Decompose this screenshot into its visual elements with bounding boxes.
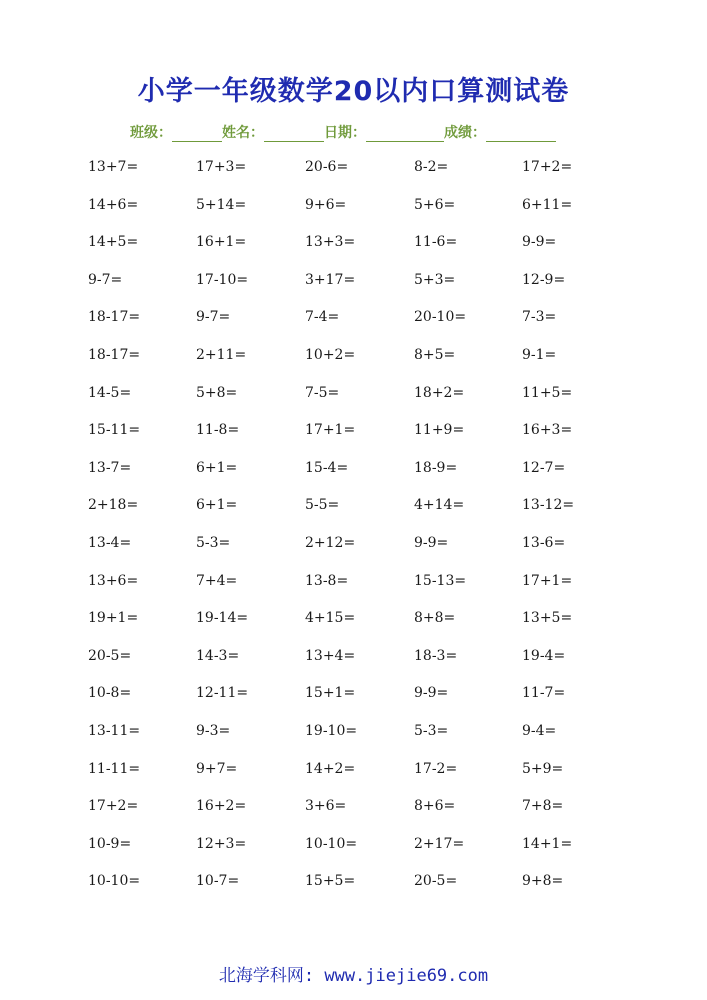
problem-item: 14-3= [196,648,240,664]
problem-item: 3+6= [305,798,347,814]
problem-item: 9-9= [414,535,449,551]
score-label: 成绩： [444,125,486,141]
problem-item: 7-4= [305,309,340,325]
problem-item: 8+8= [414,610,456,626]
problem-item: 16+2= [196,798,247,814]
problem-item: 5+14= [196,197,247,213]
problem-item: 2+12= [305,535,356,551]
class-label: 班级： [130,125,172,141]
problem-item: 5+9= [522,761,564,777]
problem-item: 7-3= [522,309,557,325]
problem-item: 9-7= [88,272,123,288]
problem-item: 17+1= [522,573,573,589]
problem-item: 5+8= [196,385,238,401]
problem-item: 18-9= [414,460,458,476]
problem-item: 7+4= [196,573,238,589]
problem-item: 7-5= [305,385,340,401]
problem-item: 15-4= [305,460,349,476]
problem-item: 15+5= [305,873,356,889]
problem-item: 3+17= [305,272,356,288]
footer-website: 北海学科网: www.jiejie69.com [218,966,489,986]
problem-item: 11-8= [196,422,240,438]
problem-item: 12+3= [196,836,247,852]
problem-item: 15+1= [305,685,356,701]
problem-item: 18+2= [414,385,465,401]
problem-item: 5-3= [196,535,231,551]
problem-item: 2+17= [414,836,465,852]
problem-item: 18-17= [88,347,141,363]
problem-item: 9-9= [414,685,449,701]
problem-item: 16+3= [522,422,573,438]
problem-item: 9-3= [196,723,231,739]
problem-item: 12-11= [196,685,249,701]
problem-item: 6+11= [522,197,573,213]
problem-item: 13+5= [522,610,573,626]
problem-item: 13-8= [305,573,349,589]
problem-item: 12-9= [522,272,566,288]
problem-item: 5+6= [414,197,456,213]
problem-item: 14+2= [305,761,356,777]
problem-item: 13+7= [88,159,139,175]
problem-item: 2+11= [196,347,247,363]
problem-item: 7+8= [522,798,564,814]
problem-item: 14+6= [88,197,139,213]
problem-item: 11+5= [522,385,573,401]
problem-item: 17-10= [196,272,249,288]
problem-item: 18-17= [88,309,141,325]
problem-item: 17+1= [305,422,356,438]
problem-item: 9+8= [522,873,564,889]
problem-item: 12-7= [522,460,566,476]
problem-item: 17+2= [88,798,139,814]
problem-item: 9-4= [522,723,557,739]
problem-item: 4+15= [305,610,356,626]
problem-item: 13-12= [522,497,575,513]
problem-item: 8+5= [414,347,456,363]
problem-item: 10-8= [88,685,132,701]
problem-item: 19-10= [305,723,358,739]
problem-item: 13+6= [88,573,139,589]
problem-item: 19-4= [522,648,566,664]
problem-item: 10-10= [305,836,358,852]
problem-item: 11-6= [414,234,458,250]
page-title: 小学一年级数学20以内口算测试卷 [137,76,570,107]
problem-item: 9-1= [522,347,557,363]
problem-item: 14+5= [88,234,139,250]
problem-item: 10-7= [196,873,240,889]
problem-item: 17-2= [414,761,458,777]
problem-item: 20-5= [414,873,458,889]
problem-item: 19+1= [88,610,139,626]
problem-item: 10-9= [88,836,132,852]
problem-item: 14+1= [522,836,573,852]
problem-item: 6+1= [196,497,238,513]
problem-item: 13-6= [522,535,566,551]
problem-item: 17+2= [522,159,573,175]
problem-item: 5-5= [305,497,340,513]
date-label: 日期： [324,125,366,141]
problem-item: 8-2= [414,159,449,175]
problem-item: 6+1= [196,460,238,476]
problem-item: 10+2= [305,347,356,363]
problem-item: 2+18= [88,497,139,513]
problem-item: 13-4= [88,535,132,551]
problem-item: 5-3= [414,723,449,739]
problem-item: 13+4= [305,648,356,664]
problem-item: 9+7= [196,761,238,777]
problem-item: 4+14= [414,497,465,513]
problem-item: 5+3= [414,272,456,288]
problem-item: 9-7= [196,309,231,325]
problem-item: 16+1= [196,234,247,250]
problem-item: 9+6= [305,197,347,213]
problem-item: 13-7= [88,460,132,476]
problem-item: 17+3= [196,159,247,175]
problem-item: 19-14= [196,610,249,626]
problem-item: 13+3= [305,234,356,250]
problem-item: 11+9= [414,422,465,438]
problem-item: 9-9= [522,234,557,250]
problem-item: 18-3= [414,648,458,664]
problem-item: 11-11= [88,761,141,777]
problem-item: 15-13= [414,573,467,589]
problem-item: 8+6= [414,798,456,814]
problem-item: 10-10= [88,873,141,889]
problem-item: 20-10= [414,309,467,325]
problem-item: 11-7= [522,685,566,701]
problem-item: 14-5= [88,385,132,401]
name-label: 姓名： [222,125,264,141]
problem-item: 15-11= [88,422,141,438]
problem-item: 20-5= [88,648,132,664]
problem-item: 13-11= [88,723,141,739]
problem-item: 20-6= [305,159,349,175]
